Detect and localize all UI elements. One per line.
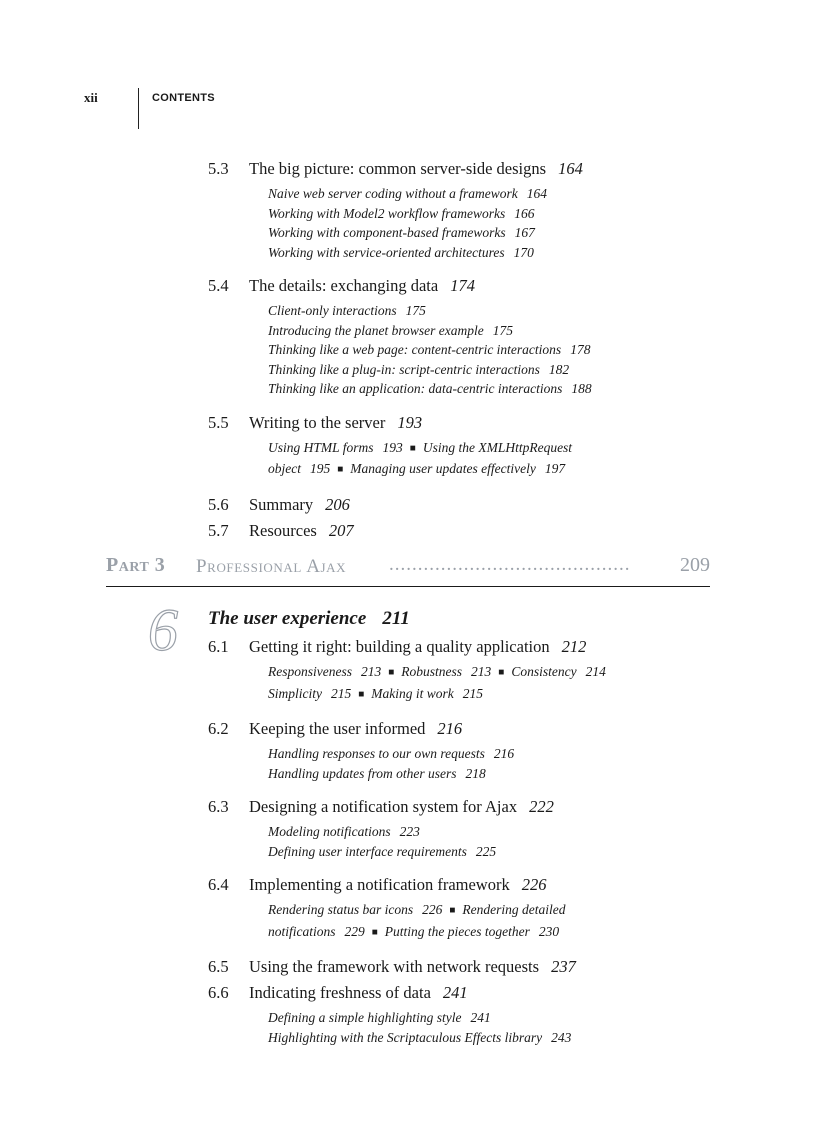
subsection-title: Making it work [371,685,454,701]
section-page: 193 [397,412,423,432]
subsection-page: 215 [331,685,352,701]
section-title-line [249,494,350,516]
section-page: 207 [328,520,354,540]
subsection-line [268,922,768,944]
subsection-line [268,340,768,360]
subsection-line [268,684,768,706]
section-title-line [249,956,576,978]
subsection-page: 166 [514,205,535,221]
chapter-number-ornament: 6 [148,597,178,663]
bullet-separator: ■ [409,442,416,454]
subsection-line [268,1008,768,1028]
section-title: Writing to the server [249,412,386,432]
bullet-separator: ■ [358,688,365,700]
section-title-line [249,636,586,658]
subsection-title: Defining a simple highlighting style [268,1010,462,1025]
subsection-line [268,842,768,862]
subsection-page: 243 [551,1029,572,1045]
part-label: Part 3 [106,554,166,576]
subsection-page: 164 [526,186,547,201]
section-title: Resources [249,520,317,540]
section-title-line [249,412,422,434]
section-title: Indicating freshness of data [249,983,431,1002]
subsection-list [268,1008,768,1047]
subsection-page: 215 [462,685,484,701]
subsection-title: Working with component-based frameworks [268,225,506,240]
section-title: Implementing a notification framework [249,875,510,894]
section-title-line [249,158,583,180]
toc-section [208,275,768,297]
chapter-page-number: 211 [382,608,410,629]
subsection-page: 193 [382,439,403,455]
section-page: 241 [442,983,468,1002]
section-title: Keeping the user informed [249,719,426,738]
section-page: 216 [437,719,463,738]
section-number: 5.4 [208,276,229,295]
subsection-title: Introducing the planet browser example [268,322,484,338]
section-page: 212 [561,637,587,656]
subsection-title: Thinking like an application: data-centric interactions [268,381,563,396]
running-head: CONTENTS [152,92,215,104]
subsection-list [268,301,768,399]
subsection-title: Rendering status bar icons [268,902,414,917]
subsection-list [268,900,768,943]
toc-section [208,636,768,658]
subsection-title: Handling updates from other users [268,765,457,781]
bullet-separator: ■ [388,667,395,678]
subsection-page: 178 [570,342,591,357]
subsection-page: 229 [344,923,365,939]
subsection-page: 214 [585,664,606,679]
chapter-heading [208,608,410,630]
subsection-page: 218 [465,765,486,781]
subsection-page: 197 [544,461,566,476]
subsection-line [268,459,768,481]
subsection-list [268,184,768,262]
section-page: 174 [450,276,475,295]
subsection-page: 225 [475,843,497,859]
section-number: 6.2 [208,719,229,738]
part-page-number: 209 [680,554,710,576]
section-title: The details: exchanging data [249,276,439,295]
toc-section [208,520,768,542]
section-page: 164 [558,159,583,178]
section-number: 5.7 [208,520,229,540]
section-number: 6.6 [208,983,229,1002]
section-title-line [249,718,462,740]
subsection-line [268,223,768,243]
toc-section [208,982,768,1004]
subsection-line [268,379,768,399]
header-divider [138,88,139,129]
subsection-title: object [268,461,301,476]
subsection-title: Putting the pieces together [384,923,530,939]
toc-section [208,874,768,896]
subsection-title: Client-only interactions [268,303,397,318]
subsection-list [268,744,768,783]
toc-chapter-6-sections [208,636,768,1060]
subsection-line [268,764,768,784]
section-number: 5.6 [208,494,229,514]
subsection-line [268,744,768,764]
subsection-title: Rendering detailed [462,902,566,917]
toc-section [208,158,768,180]
toc-section [208,956,768,978]
section-title-line [249,796,554,818]
subsection-page: 223 [399,824,420,839]
subsection-title: Working with service-oriented architectures [268,244,505,260]
page-header [0,0,816,140]
subsection-page: 175 [405,303,426,318]
subsection-page: 175 [492,322,513,338]
subsection-title: Robustness [401,664,463,679]
page-number: xii [84,90,98,105]
subsection-page: 230 [538,923,560,939]
toc-section [208,796,768,818]
toc-chapter-5-sections [208,158,768,546]
subsection-title: Naive web server coding without a framework [268,186,518,201]
subsection-line [268,301,768,321]
subsection-title: Modeling notifications [268,824,391,839]
subsection-title: Working with Model2 workflow frameworks [268,205,506,221]
subsection-line [268,184,768,204]
section-title: Getting it right: building a quality application [249,637,550,656]
section-title-line [249,275,475,297]
subsection-page: 167 [514,225,535,240]
subsection-page: 213 [471,664,492,679]
section-number: 5.5 [208,412,229,432]
section-title-line [249,982,468,1004]
subsection-title: notifications [268,923,336,939]
subsection-page: 226 [422,902,443,917]
subsection-page: 216 [493,746,515,761]
subsection-title: Responsiveness [268,664,352,679]
subsection-page: 241 [470,1010,491,1025]
section-page: 222 [529,797,554,816]
section-number: 5.3 [208,159,229,178]
subsection-page: 170 [513,244,534,260]
subsection-list [268,438,768,481]
toc-section [208,494,768,516]
subsection-title: Defining user interface requirements [268,843,467,859]
section-number: 6.4 [208,875,229,894]
subsection-title: Thinking like a plug-in: script-centric interactions [268,361,540,377]
subsection-line [268,900,768,922]
subsection-line [268,204,768,224]
section-title: The big picture: common server-side designs [249,159,547,178]
leader-dots: .......................................... [389,554,631,575]
section-title: Summary [249,494,314,514]
subsection-title: Using HTML forms [268,439,374,455]
subsection-line [268,321,768,341]
part-title: Professional Ajax [196,556,347,577]
bullet-separator: ■ [371,926,378,938]
subsection-title: Thinking like a web page: content-centric interactions [268,342,562,357]
section-title-line [249,520,354,542]
subsection-page: 182 [548,361,570,377]
section-title: Using the framework with network requests [249,957,540,976]
subsection-line [268,1028,768,1048]
bullet-separator: ■ [337,464,344,475]
subsection-title: Using the XMLHttpRequest [422,439,573,455]
section-number: 6.5 [208,957,229,976]
subsection-list [268,822,768,861]
section-page: 237 [551,957,576,976]
subsection-page: 213 [360,664,382,679]
chapter-title: The user experience [208,608,367,629]
subsection-title: Handling responses to our own requests [268,746,485,761]
subsection-line [268,243,768,263]
subsection-line [268,360,768,380]
subsection-title: Simplicity [268,685,322,701]
section-page: 226 [521,875,547,894]
subsection-title: Managing user updates effectively [350,461,536,476]
toc-section [208,412,768,434]
section-title-line [249,874,546,896]
part-heading [106,550,710,587]
subsection-line [268,438,768,460]
subsection-page: 195 [310,461,331,476]
subsection-list [268,662,768,705]
subsection-line [268,822,768,842]
subsection-page: 188 [571,381,592,396]
subsection-title: Consistency [511,664,577,679]
bullet-separator: ■ [449,905,456,916]
section-number: 6.3 [208,797,229,816]
toc-section [208,718,768,740]
bullet-separator: ■ [498,667,505,678]
subsection-title: Highlighting with the Scriptaculous Effects library [268,1029,543,1045]
section-title: Designing a notification system for Ajax [249,797,518,816]
section-page: 206 [325,494,350,514]
subsection-line [268,662,768,684]
section-number: 6.1 [208,637,229,656]
